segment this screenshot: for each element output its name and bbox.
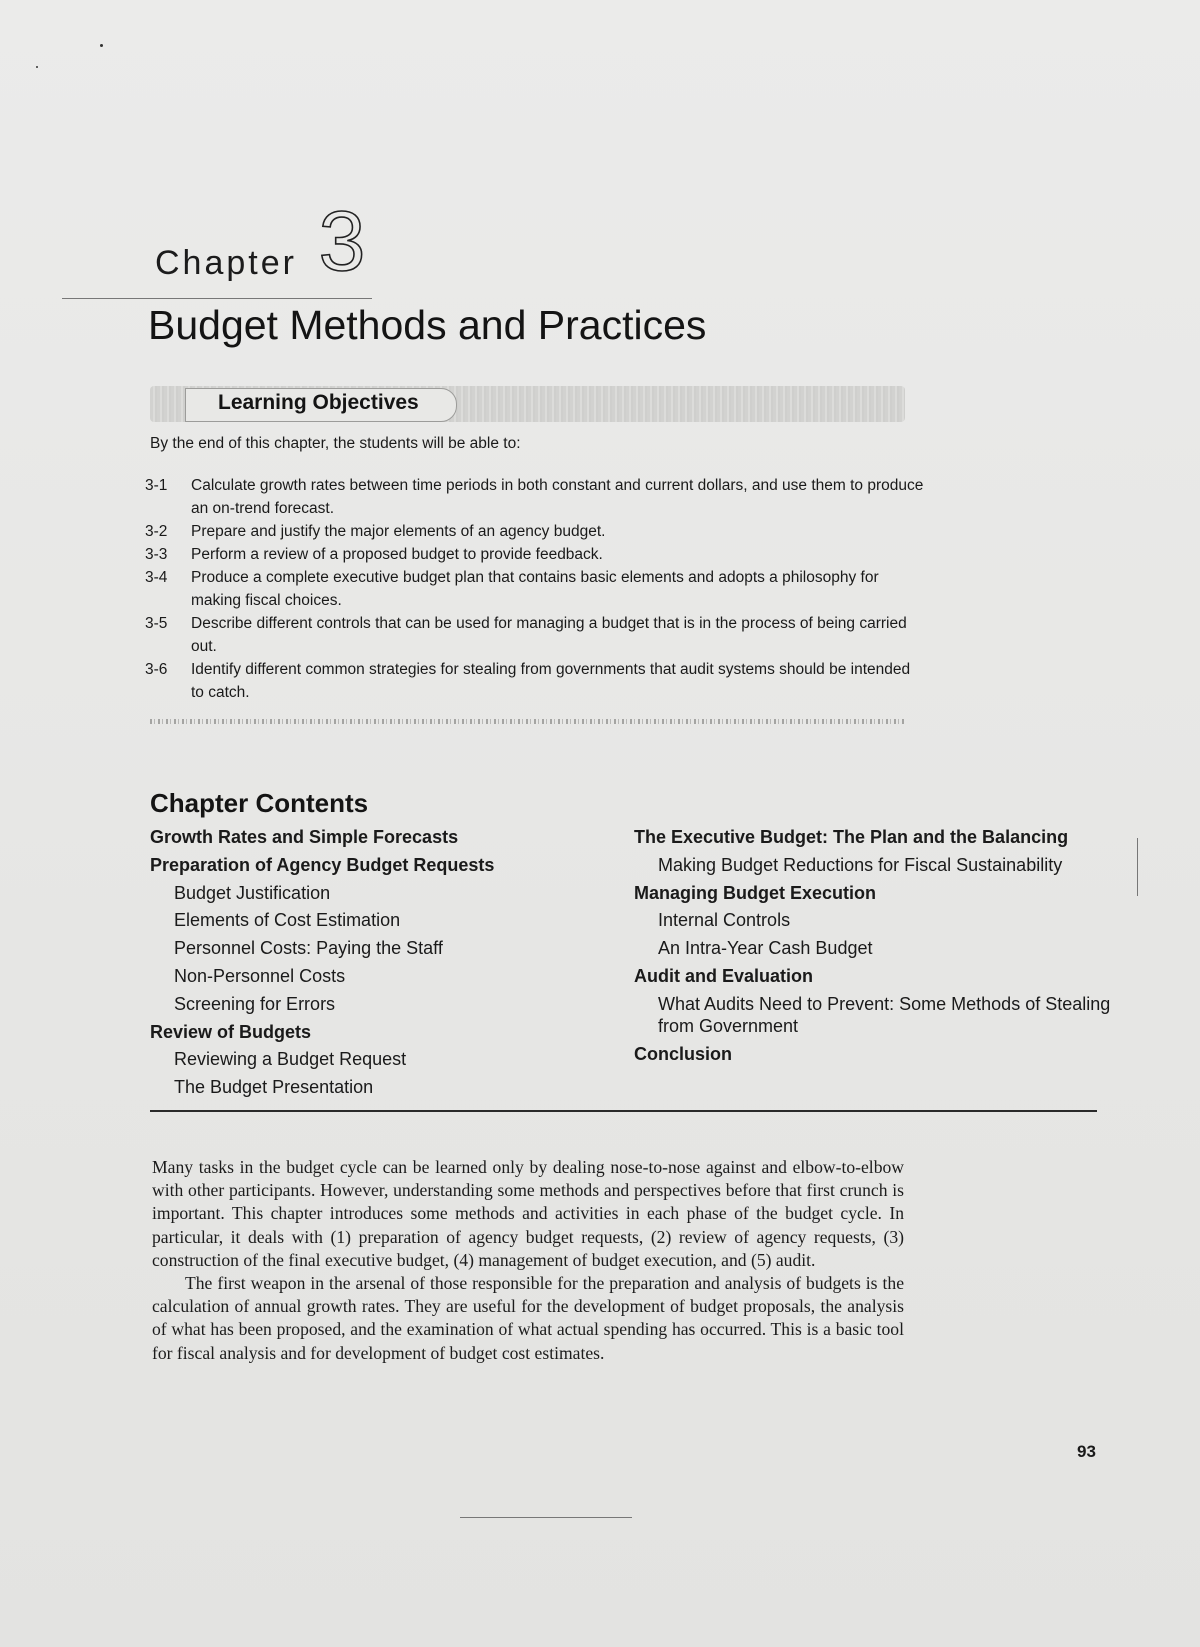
body-text: [152, 1156, 904, 1365]
objective-text: Prepare and justify the major elements of an agency budget.: [191, 523, 606, 540]
contents-subentry: What Audits Need to Prevent: Some Methods of Stealing from Government: [658, 993, 1111, 1036]
dotted-divider: [150, 719, 905, 724]
objective-text: Calculate growth rates between time periods in both constant and current dollars, and use them to produce an on-trend forecast.: [191, 477, 924, 517]
chapter-title: Budget Methods and Practices: [148, 302, 707, 348]
contents-subentry: Budget Justification: [174, 882, 331, 903]
objective-item: [145, 658, 925, 704]
body-paragraph: Many tasks in the budget cycle can be learned only by dealing nose-to-nose against and elbow-to-elbow with other participants. However, understanding some methods and perspectives before that first crunch is important. This chapter introduces some methods and activities in each phase of the budget cycle. In particular, it deals with (1) preparation of agency budget requests, (2) review of agency requests, (3) construction of the final executive budget, (4) management of budget execution, and (5) audit.: [152, 1157, 904, 1270]
objective-item: [145, 474, 925, 520]
objective-number: 3-4: [145, 569, 168, 586]
chapter-divider: [62, 298, 372, 299]
contents-entry: Preparation of Agency Budget Requests: [150, 854, 495, 875]
learning-objectives-list: [145, 474, 925, 704]
objective-text: Identify different common strategies for stealing from governments that audit systems should be intended to catch.: [191, 661, 911, 701]
objective-number: 3-5: [145, 615, 168, 632]
objective-item: [145, 543, 925, 566]
contents-heading: Chapter Contents: [150, 788, 369, 818]
chapter-number: [314, 198, 370, 282]
contents-subentry: Screening for Errors: [174, 993, 336, 1014]
objective-item: [145, 566, 925, 612]
objective-item: [145, 520, 925, 543]
margin-mark: [1137, 838, 1138, 896]
page-number: 93: [1077, 1442, 1096, 1461]
footer-rule: [460, 1517, 632, 1518]
contents-entry: Managing Budget Execution: [634, 882, 877, 903]
contents-subentry: Personnel Costs: Paying the Staff: [174, 938, 443, 959]
body-paragraph: The first weapon in the arsenal of those responsible for the preparation and analysis of budgets is the calculation of annual growth rates. They are useful for the development of budget proposals, the analysis of what has been proposed, and the examination of what actual spending has occurred. This is a basic tool for fiscal analysis and for development of budget cost estimates.: [152, 1273, 904, 1363]
contents-subentry: The Budget Presentation: [174, 1077, 374, 1098]
objective-number: 3-1: [145, 477, 168, 494]
objective-text: Describe different controls that can be used for managing a budget that is in the process of being carried out.: [191, 615, 907, 655]
contents-right-column: [634, 826, 1114, 1070]
contents-subentry: Making Budget Reductions for Fiscal Sustainability: [658, 854, 1063, 875]
scan-speck: [100, 44, 103, 47]
contents-subentry: Reviewing a Budget Request: [174, 1049, 407, 1070]
contents-subentry: Internal Controls: [658, 910, 791, 931]
contents-subentry: An Intra-Year Cash Budget: [658, 938, 873, 959]
contents-entry: Conclusion: [634, 1043, 732, 1064]
objective-number: 3-2: [145, 523, 168, 540]
contents-left-column: [150, 826, 600, 1104]
objective-text: Perform a review of a proposed budget to provide feedback.: [191, 546, 603, 563]
learning-objectives-intro: By the end of this chapter, the students will be able to:: [150, 435, 521, 452]
contents-divider: [150, 1110, 1097, 1112]
objective-item: [145, 612, 925, 658]
contents-entry: Growth Rates and Simple Forecasts: [150, 827, 459, 847]
objective-text: Produce a complete executive budget plan that contains basic elements and adopts a philosophy for making fiscal choices.: [191, 569, 879, 609]
objective-number: 3-3: [145, 546, 168, 563]
scan-speck: [36, 66, 38, 68]
contents-entry: Audit and Evaluation: [634, 965, 814, 986]
learning-objectives-heading: Learning Objectives: [218, 391, 419, 414]
chapter-label: Chapter: [155, 244, 297, 282]
contents-entry: The Executive Budget: The Plan and the Balancing: [634, 827, 1069, 847]
chapter-number-text: 3: [318, 198, 366, 282]
objective-number: 3-6: [145, 661, 168, 678]
contents-entry: Review of Budgets: [150, 1021, 312, 1042]
contents-subentry: Non-Personnel Costs: [174, 965, 346, 986]
contents-subentry: Elements of Cost Estimation: [174, 910, 401, 931]
